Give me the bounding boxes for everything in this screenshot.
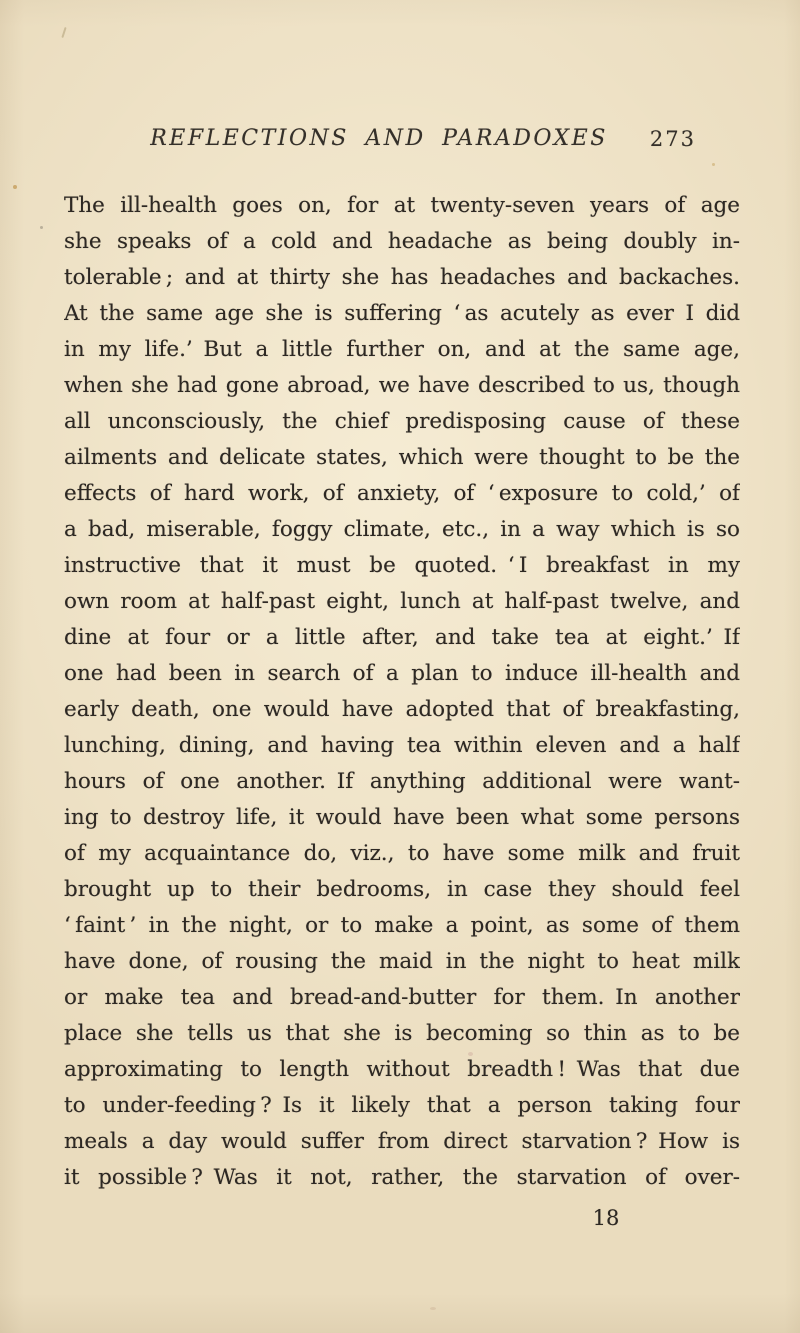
text-line: have done, of rousing the maid in the night to heat milk bbox=[64, 949, 740, 974]
text-line: one had been in search of a plan to induce ill-health and bbox=[64, 661, 740, 686]
text-line: lunching, dining, and having tea within eleven and a half bbox=[64, 733, 740, 758]
text-line: she speaks of a cold and headache as being doubly in- bbox=[64, 229, 740, 254]
text-line: hours of one another. If anything additional were want- bbox=[64, 769, 740, 794]
paper-speck bbox=[61, 27, 66, 38]
text-line: place she tells us that she is becoming so thin as to be bbox=[64, 1021, 740, 1046]
page-number: 273 bbox=[649, 127, 696, 151]
text-line: approximating to length without breadth ! Was that due bbox=[64, 1057, 740, 1082]
signature-mark: 18 bbox=[592, 1206, 620, 1230]
text-line: early death, one would have adopted that of breakfasting, bbox=[64, 697, 740, 722]
text-line: it possible ? Was it not, rather, the starvation of over- bbox=[64, 1165, 740, 1190]
text-line: in my life.’ But a little further on, and at the same age, bbox=[64, 337, 740, 362]
text-line: all unconsciously, the chief predisposing cause of these bbox=[64, 409, 740, 434]
text-line: ailments and delicate states, which were thought to be the bbox=[64, 445, 740, 470]
text-line: a bad, miserable, foggy climate, etc., in a way which is so bbox=[64, 517, 740, 542]
text-line: The ill-health goes on, for at twenty-seven years of age bbox=[64, 193, 740, 218]
text-line: own room at half-past eight, lunch at half-past twelve, and bbox=[64, 589, 740, 614]
text-line: effects of hard work, of anxiety, of ‘ exposure to cold,’ of bbox=[64, 481, 740, 506]
text-line: meals a day would suffer from direct starvation ? How is bbox=[64, 1129, 740, 1154]
text-line: dine at four or a little after, and take tea at eight.’ If bbox=[64, 625, 740, 650]
text-line: ‘ faint ’ in the night, or to make a point, as some of them bbox=[64, 913, 740, 938]
running-header bbox=[64, 126, 740, 158]
text-line: to under-feeding ? Is it likely that a person taking four bbox=[64, 1093, 740, 1118]
paper-speck bbox=[430, 1307, 436, 1310]
body-text-block bbox=[64, 188, 740, 1196]
text-line: brought up to their bedrooms, in case they should feel bbox=[64, 877, 740, 902]
paper-speck bbox=[40, 226, 43, 229]
text-line: ing to destroy life, it would have been what some persons bbox=[64, 805, 740, 830]
paper-speck bbox=[13, 185, 17, 189]
paper-speck bbox=[712, 163, 715, 166]
text-line: At the same age she is suffering ‘ as acutely as ever I did bbox=[64, 301, 740, 326]
text-line: or make tea and bread-and-butter for them. In another bbox=[64, 985, 740, 1010]
text-line: when she had gone abroad, we have described to us, though bbox=[64, 373, 740, 398]
running-header-title: REFLECTIONS AND PARADOXES bbox=[150, 126, 608, 151]
text-line: instructive that it must be quoted. ‘ I breakfast in my bbox=[64, 553, 740, 578]
text-line: tolerable ; and at thirty she has headaches and backaches. bbox=[64, 265, 740, 290]
text-line: of my acquaintance do, viz., to have some milk and fruit bbox=[64, 841, 740, 866]
